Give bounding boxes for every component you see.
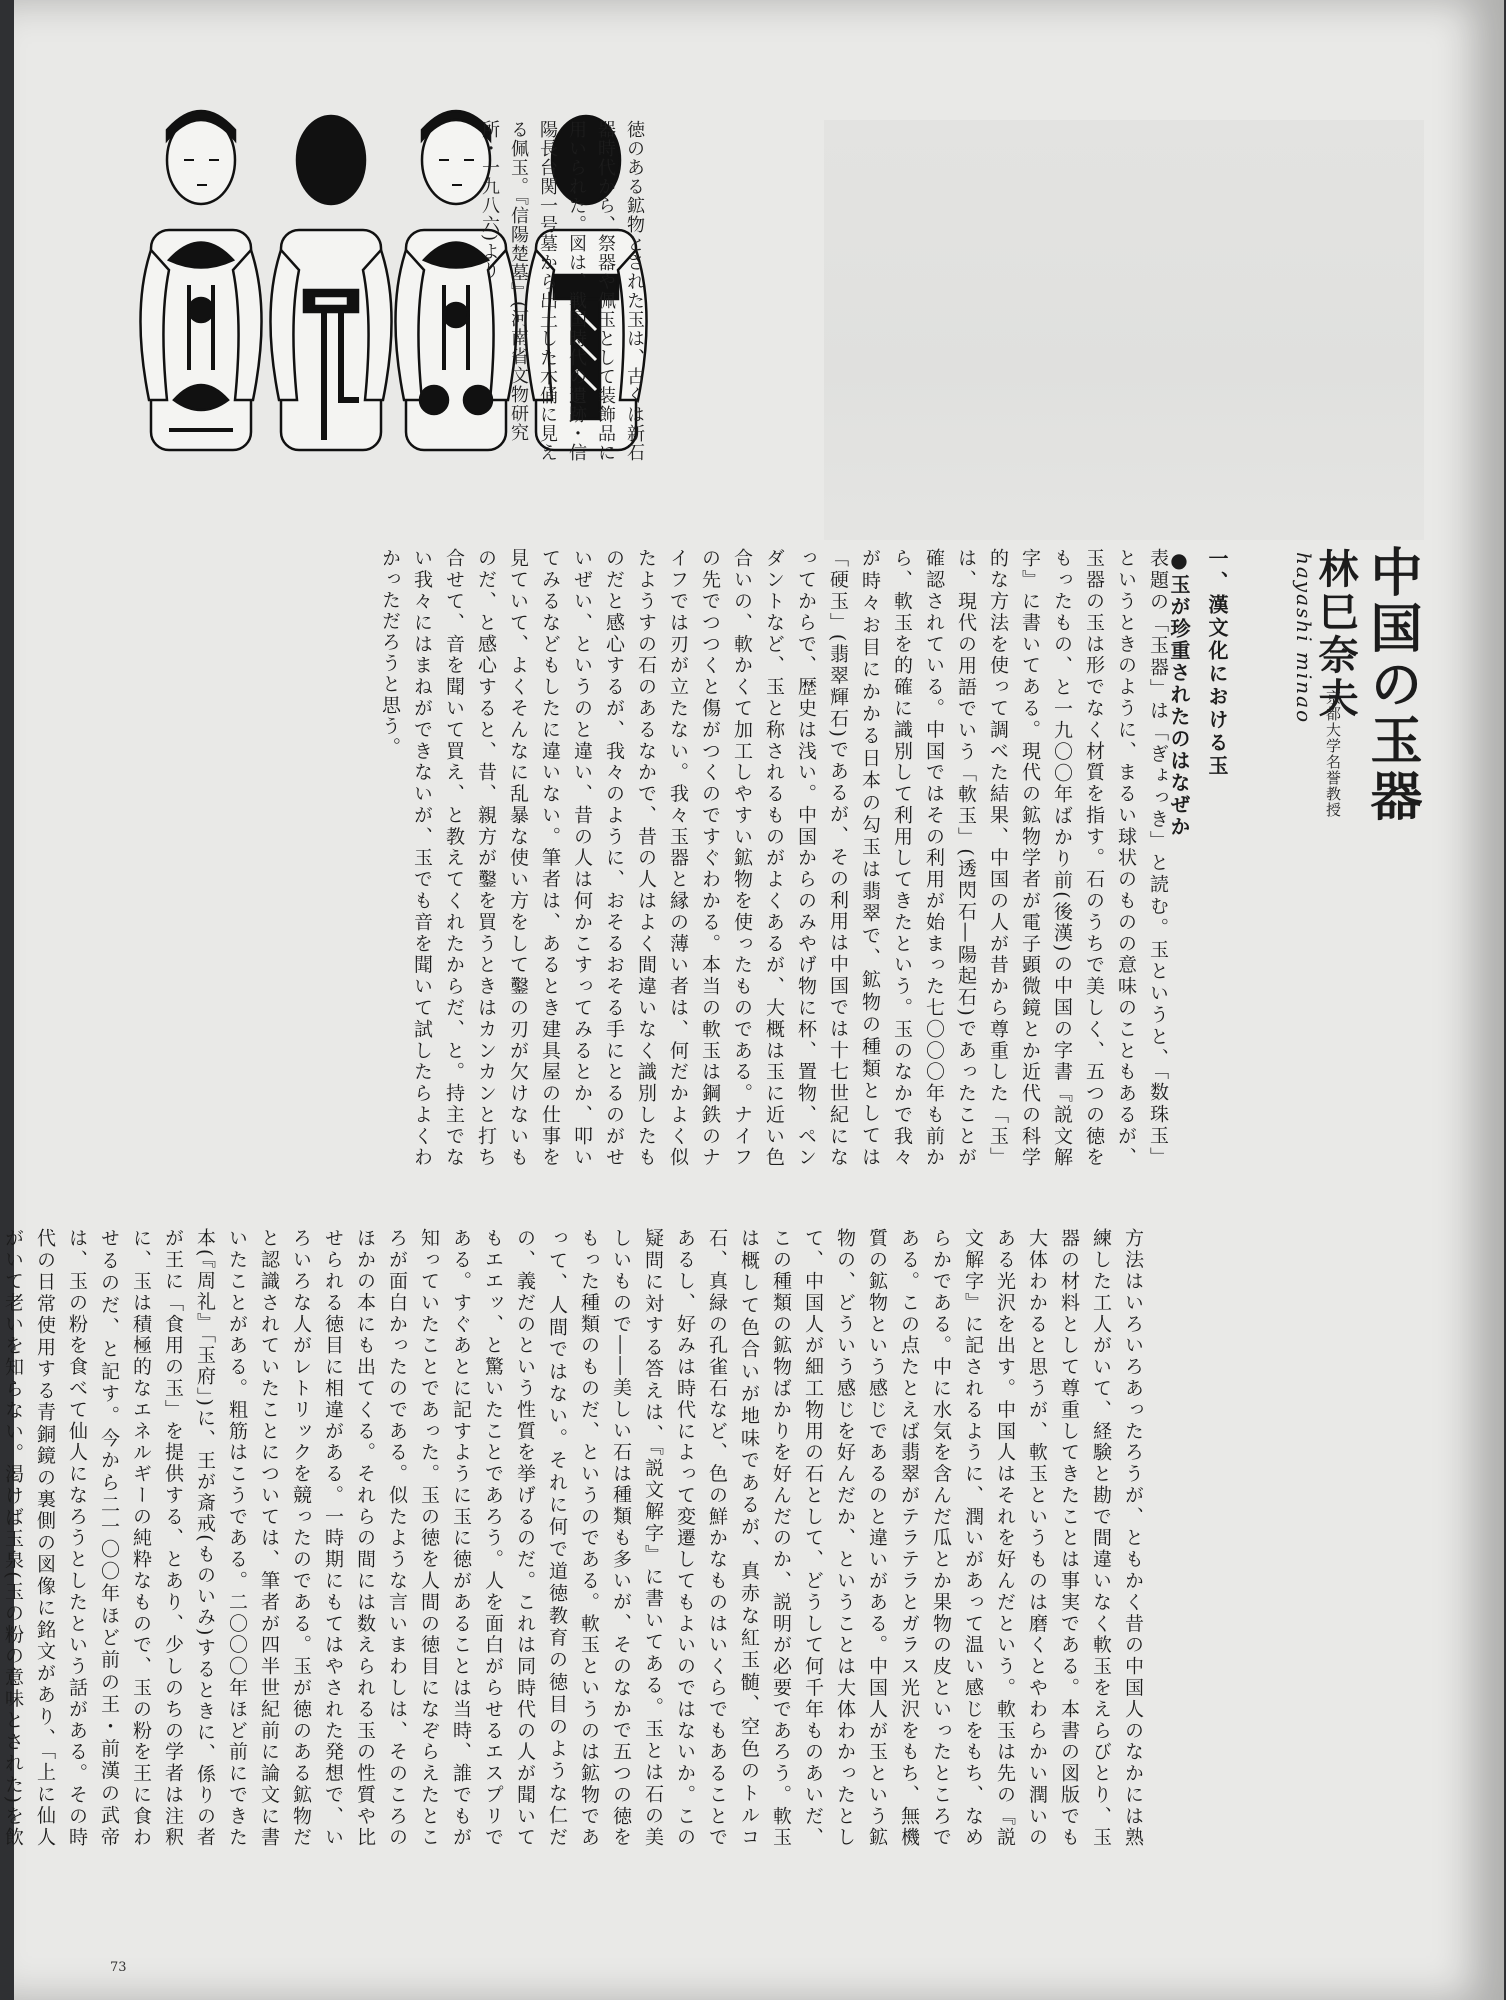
author-romaji: hayashi minao <box>1292 552 1316 725</box>
body-text-upper: 表題の「玉器」は「ぎょっき」と読む。玉というと、「数珠玉」というときのように、まるい球状のものの意味のこともあるが、玉器の玉は形でなく材質を指す。石のうちで美しく、五つの徳をもったもの、と一九〇〇年ばかり前(後漢)の中国の字書『説文解字』に書いてある。現代の鉱物学者が電子顕微鏡とか近代の科学的な方法を使って調べた結果、中国の人が昔から尊重した「玉」は、現代の用語でいう「軟玉」(透閃石―陽起石)であったことが確認されている。中国ではその利用が始まった七〇〇〇年も前から、軟玉を的確に識別して利用してきたという。玉のなかで我々が時々お目にかかる日本の勾玉は翡翠で、鉱物の種類としては「硬玉」(翡翠輝石)であるが、その利用は中国では十七世紀になってからで、歴史は浅い。中国からのみやげ物に杯、置物、ペンダントなど、玉と称されるものがよくあるが、大概は玉に近い色合いの、軟かくて加工しやすい鉱物を使ったものである。ナイフの先でつつくと傷がつくのですぐわかる。本当の軟玉は鋼鉄のナイフでは刃が立たない。我々玉器と縁の薄い者は、何だかよく似たようすの石のあるなかで、昔の人はよく間違いなく識別したものだと感心するが、我々のように、おそるおそる手にとるのがせいぜい、というのと違い、昔の人は何かこすってみるとか、叩いてみるなどもしたに違いない。筆者は、あるとき建具屋の仕事を見ていて、よくそんなに乱暴な使い方をして鑿の刃が欠けないものだ、と感心すると、昔、親方が鑿を買うときはカンカンと打ち合せて、音を聞いて買え、と教えてくれたからだ、と。持主でない我々にはまねができないが、玉でも音を聞いて試したらよくわかっただろうと思う。 <box>379 548 1169 1169</box>
faint-background-photo <box>824 120 1424 540</box>
page <box>2 0 1504 2000</box>
article-title: 中国の玉器 <box>1361 545 1421 825</box>
section-heading: 一、漢文化における玉 <box>1205 548 1229 778</box>
subheading: ●玉が珍重されたのはなぜか <box>1167 548 1191 838</box>
page-number: 73 <box>110 1960 127 1975</box>
author-name: 林巳奈夫 <box>1312 548 1358 720</box>
figurine-back-2 <box>270 116 391 450</box>
author-affiliation: 京都大学名誉教授 <box>1324 690 1342 818</box>
body-text-lower: 方法はいろいろあったろうが、ともかく昔の中国人のなかには熟練した工人がいて、経験と勘で間違いなく軟玉をえらびとり、玉器の材料として尊重してきたことは事実である。本書の図版でも大体わかると思うが、軟玉というものは磨くとやわらかい潤いのある光沢を出す。中国人はそれを好んだという。軟玉は先の『説文解字』に記されるように、潤いがあって温い感じをもち、なめらかである。中に水気を含んだ瓜とか果物の皮といったところである。この点たとえば翡翠がテラテラとガラス光沢をもち、無機質の鉱物という感じであるのと違いがある。中国人が玉という鉱物の、どういう感じを好んだか、ということは大体わかったとして、中国人が細工物用の石として、どうして何千年ものあいだ、この種類の鉱物ばかりを好んだのか、説明が必要であろう。軟玉は概して色合いが地味であるが、真赤な紅玉髄、空色のトルコ石、真緑の孔雀石など、色の鮮かなものはいくらでもあることであるし、好みは時代によって変遷してもよいのではないか。この疑問に対する答えは、『説文解字』に書いてある。玉とは石の美しいもので――美しい石は種類も多いが、そのなかで五つの徳をもった種類のものだ、というのである。軟玉というのは鉱物であって、人間ではない。それに何で道徳教育の徳目のような仁だの、義だのという性質を挙げるのだ。これは同時代の人が聞いてもエエッ、と驚いたことであろう。人を面白がらせるエスプリである。すぐあとに記すように玉に徳があることは当時、誰でもが知っていたことであった。玉の徳を人間の徳目になぞらえたところが面白かったのである。似たような言いまわしは、そのころのほかの本にも出てくる。それらの間には数えられる玉の性質や比せられる徳目に相違がある。一時期にもてはやされた発想で、いろいろな人がレトリックを競ったのである。玉が徳のある鉱物だと認識されていたことについては、筆者が四半世紀前に論文に書いたことがある。粗筋はこうである。二〇〇〇年ほど前にできた本(『周礼』「玉府」)に、王が斎戒(ものいみ)するときに、係りの者が王に「食用の玉」を提供する、とあり、少しのちの学者は注釈に、玉は積極的なエネルギーの純粋なもので、玉の粉を王に食わせるのだ、と記す。今から二一〇〇年ほど前の王・前漢の武帝は、玉の粉を食べて仙人になろうとしたという話がある。その時代の日常使用する青銅鏡の裏側の図像に銘文があり、「上に仙人がいて老いを知らない。渇けば玉泉(玉の粉の意味とされた)を飲 <box>2 1228 1144 1848</box>
figure-caption: 徳のある鉱物とされた玉は、古くは新石器時代から、祭器や佩玉として装飾品に用いられた。図は、戦国時代の遺跡・信陽長台関一号墓から出土した木俑に見える佩玉。『信陽楚墓』(河南省文物研究所・一九八六)より <box>479 120 645 462</box>
figurine-front-1 <box>140 111 261 450</box>
